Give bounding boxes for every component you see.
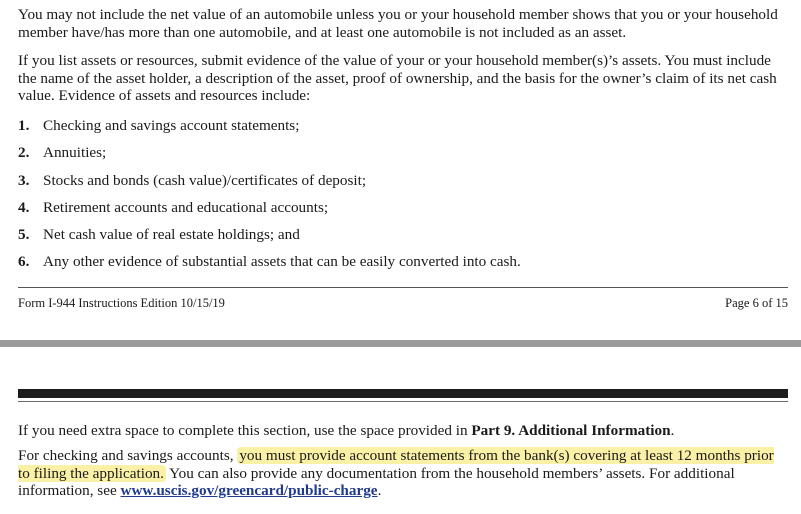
- list-number: 4.: [18, 198, 30, 216]
- checking-accounts-paragraph: [18, 447, 788, 500]
- list-number: 1.: [18, 117, 30, 134]
- section-header-bar: [18, 389, 788, 398]
- section-header-rule: [18, 401, 788, 402]
- form-edition-footer: Form I-944 Instructions Edition 10/15/19: [18, 296, 225, 310]
- period: .: [670, 422, 675, 439]
- list-text: Checking and savings account statements;: [43, 117, 300, 134]
- list-number: 2.: [18, 144, 30, 162]
- list-text: Retirement accounts and educational accounts;: [43, 198, 329, 216]
- list-text: Any other evidence of substantial assets that can be easily converted into cash.: [43, 253, 521, 271]
- list-number: 5.: [18, 226, 30, 244]
- highlighted-requirement: you must provide account statements from the bank(s) covering at least 12 months prior to filing the application.: [18, 447, 774, 482]
- documentation-text: You can also provide any documentation from the household members’ assets. For additional information, see: [18, 464, 735, 499]
- page-separator: [0, 340, 801, 347]
- list-number: 3.: [18, 171, 30, 189]
- extra-space-paragraph: [18, 422, 788, 440]
- list-text: Annuities;: [43, 144, 107, 162]
- period: .: [377, 482, 382, 499]
- list-text: Stocks and bonds (cash value)/certificates of deposit;: [43, 171, 367, 189]
- list-number: 6.: [18, 253, 30, 271]
- assets-evidence-paragraph: If you list assets or resources, submit evidence of the value of your or your household member(s)’s assets. You must include the name of the asset holder, a description of the asset, proof of ownership, and the basis for the owner’s claim of its net cash value. Evidence of assets and resources include:: [18, 52, 777, 104]
- footer-divider: [18, 287, 788, 288]
- part9-reference: Part 9. Additional Information: [471, 422, 671, 439]
- page-number: Page 6 of 15: [725, 296, 788, 310]
- checking-intro-text: For checking and savings accounts,: [18, 447, 238, 464]
- list-text: Net cash value of real estate holdings; and: [43, 226, 300, 244]
- extra-space-text: If you need extra space to complete this section, use the space provided in: [18, 422, 472, 439]
- automobile-paragraph: You may not include the net value of an automobile unless you or your household member shows that you or your household member have/has more than one automobile, and at least one automobile is not included as an asset.: [18, 6, 778, 41]
- public-charge-link[interactable]: www.uscis.gov/greencard/public-charge: [120, 482, 378, 499]
